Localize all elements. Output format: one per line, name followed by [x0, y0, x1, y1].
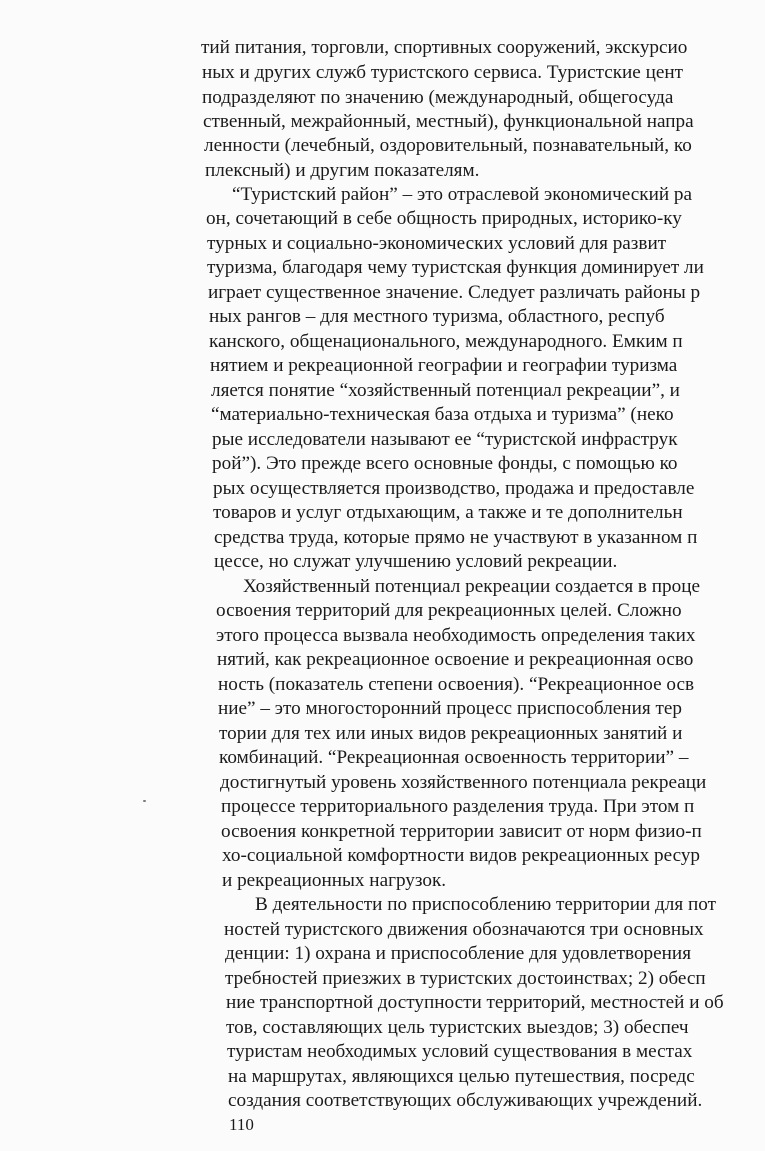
text-line: рые исследователи называют ее “туристской инфраструк [212, 429, 678, 450]
text-line: рой”). Это прежде всего основные фонды, с помощью ко [212, 453, 678, 474]
text-line: и рекреационных нагрузок. [222, 870, 447, 891]
text-line: рых осуществляется производство, продажа и предоставле [213, 478, 695, 499]
text-line: денции: 1) охрана и приспособление для удовлетворения [225, 943, 692, 964]
text-line: создания соответствующих обслуживающих учреждений. [228, 1090, 703, 1111]
text-line: тории для тех или иных видов рекреационных занятий и [219, 723, 683, 744]
text-line: ных и других служб туристского сервиса. Туристские цент [202, 62, 684, 83]
scan-speck [143, 800, 146, 802]
text-line: комбинаций. “Рекреационная освоенность территории” – [219, 747, 689, 768]
text-line: ственный, межрайонный, местный), функциональной напра [203, 111, 694, 132]
text-line: ние” – это многосторонний процесс приспособления тер [218, 698, 682, 719]
text-line: В деятельности по приспособлению территории для пот [255, 894, 716, 915]
text-line: турных и социально-экономических условий для развит [207, 233, 667, 254]
text-line: он, сочетающий в себе общность природных, историко-ку [206, 208, 682, 229]
text-line: туризма, благодаря чему туристская функция доминирует ли [207, 257, 704, 278]
text-line: освоения конкретной территории зависит от норм физио-п [221, 821, 702, 842]
text-line: освоения территорий для рекреационных целей. Сложно [216, 600, 682, 621]
text-line: Хозяйственный потенциал рекреации создается в проце [243, 576, 701, 597]
text-line: “материально-техническая база отдыха и туризма” (неко [211, 404, 674, 425]
text-line: туристам необходимых условий существования в местах [227, 1041, 693, 1062]
text-line: играет существенное значение. Следует различать районы р [208, 282, 701, 303]
text-line: ляется понятие “хозяйственный потенциал рекреации”, и [211, 380, 680, 401]
text-line: канского, общенационального, международного. Емким п [209, 331, 683, 352]
text-line: требностей приезжих в туристских достоинствах; 2) обесп [225, 968, 706, 989]
text-line: нятий, как рекреационное освоение и рекреационная осво [217, 649, 694, 670]
text-line: нятием и рекреационной географии и географии туризма [210, 355, 678, 376]
page-number: 110 [229, 1115, 254, 1134]
text-line: ленности (лечебный, оздоровительный, познавательный, ко [204, 135, 692, 156]
text-line: ных рангов – для местного туризма, областного, респуб [209, 306, 665, 327]
text-line: достигнутый уровень хозяйственного потенциала рекреаци [220, 772, 707, 793]
text-line: хо-социальной комфортности видов рекреационных ресур [222, 845, 701, 866]
text-line: процессе территориального разделения труда. При этом п [221, 796, 695, 817]
text-line: “Туристский район” – это отраслевой экономический ра [232, 184, 693, 205]
text-line: ние транспортной доступности территорий, местностей и об [226, 992, 724, 1013]
text-line: тий питания, торговли, спортивных сооружений, экскурсио [201, 37, 688, 58]
text-line: плексный) и другим показателям. [205, 160, 480, 181]
text-line: на маршрутах, являющихся целью путешествия, посредс [228, 1066, 695, 1087]
text-line: этого процесса вызвала необходимость определения таких [216, 625, 696, 646]
text-line: товаров и услуг отдыхающим, а также и те дополнительн [213, 502, 683, 523]
text-line: ность (показатель степени освоения). “Рекреационное осв [218, 674, 695, 695]
text-line: средства труда, которые прямо не участвуют в указанном п [214, 527, 698, 548]
text-line: цессе, но служат улучшению условий рекреации. [214, 551, 618, 572]
text-line: подразделяют по значению (международный, общегосуда [202, 87, 674, 108]
text-line: ностей туристского движения обозначаются три основных [224, 919, 704, 940]
text-line: тов, составляющих цель туристских выездов; 3) обеспеч [226, 1017, 689, 1038]
